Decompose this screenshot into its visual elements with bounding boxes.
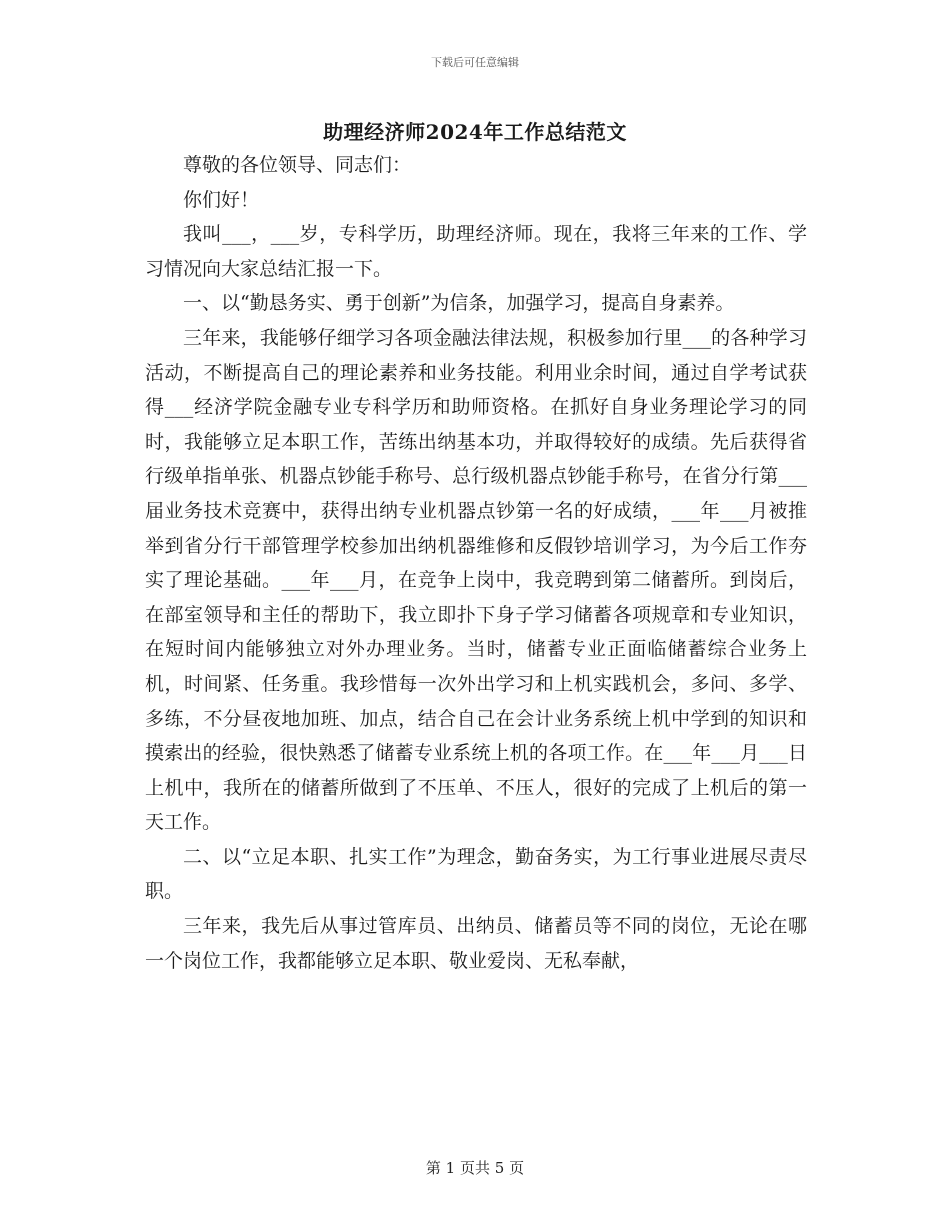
document-title: 助理经济师2024年工作总结范文 [323,120,627,144]
paragraph: 二、以“立足本职、扎实工作”为理念，勤奋务实，为工行事业进展尽责尽职。 [145,845,807,903]
header-note: 下载后可任意编辑 [431,56,519,69]
paragraph: 一、以“勤恳务实、勇于创新”为信条，加强学习，提高自身素养。 [183,292,735,315]
paragraph: 尊敬的各位领导、同志们： [183,154,412,176]
document-body [145,148,807,978]
paragraph: 三年来，我能够仔细学习各项金融法律法规，积极参加行里___的各种学习活动，不断提高自己的理论素养和业务技能。利用业余时间，通过自学考试获得___经济学院金融专业专科学历和助师资格。在抓好自身业务理论学习的同时，我能够立足本职工作，苦练出纳基本功，并取得较好的成绩。先后获得省行级单指单张、机器点钞能手称号、总行级机器点钞能手称号，在省分行第___届业务技术竞赛中，获得出纳专业机器点钞第一名的好成绩，___年___月被推举到省分行干部管理学校参加出纳机器维修和反假钞培训学习，为今后工作夯实了理论基础。___年___月，在竞争上岗中，我竞聘到第二储蓄所。到岗后，在部室领导和主任的帮助下，我立即扑下身子学习储蓄各项规章和专业知识，在短时间内能够独立对外办理业务。当时，储蓄专业正面临储蓄综合业务上机，时间紧、任务重。我珍惜每一次外出学习和上机实践机会，多问、多学、多练，不分昼夜地加班、加点，结合自己在会计业务系统上机中学到的知识和摸索出的经验，很快熟悉了储蓄专业系统上机的各项工作。在___年___月___日上机中，我所在的储蓄所做到了不压单、不压人，很好的完成了上机后的第一天工作。 [145,326,807,834]
paragraph: 我叫___，___岁，专科学历，助理经济师。现在，我将三年来的工作、学习情况向大家总结汇报一下。 [145,223,807,280]
paragraph: 三年来，我先后从事过管库员、出纳员、储蓄员等不同的岗位，无论在哪一个岗位工作，我都能够立足本职、敬业爱岗、无私奉献， [145,915,807,972]
page-indicator: 第 1 页共 5 页 [425,1159,525,1177]
paragraph: 你们好！ [183,188,260,211]
